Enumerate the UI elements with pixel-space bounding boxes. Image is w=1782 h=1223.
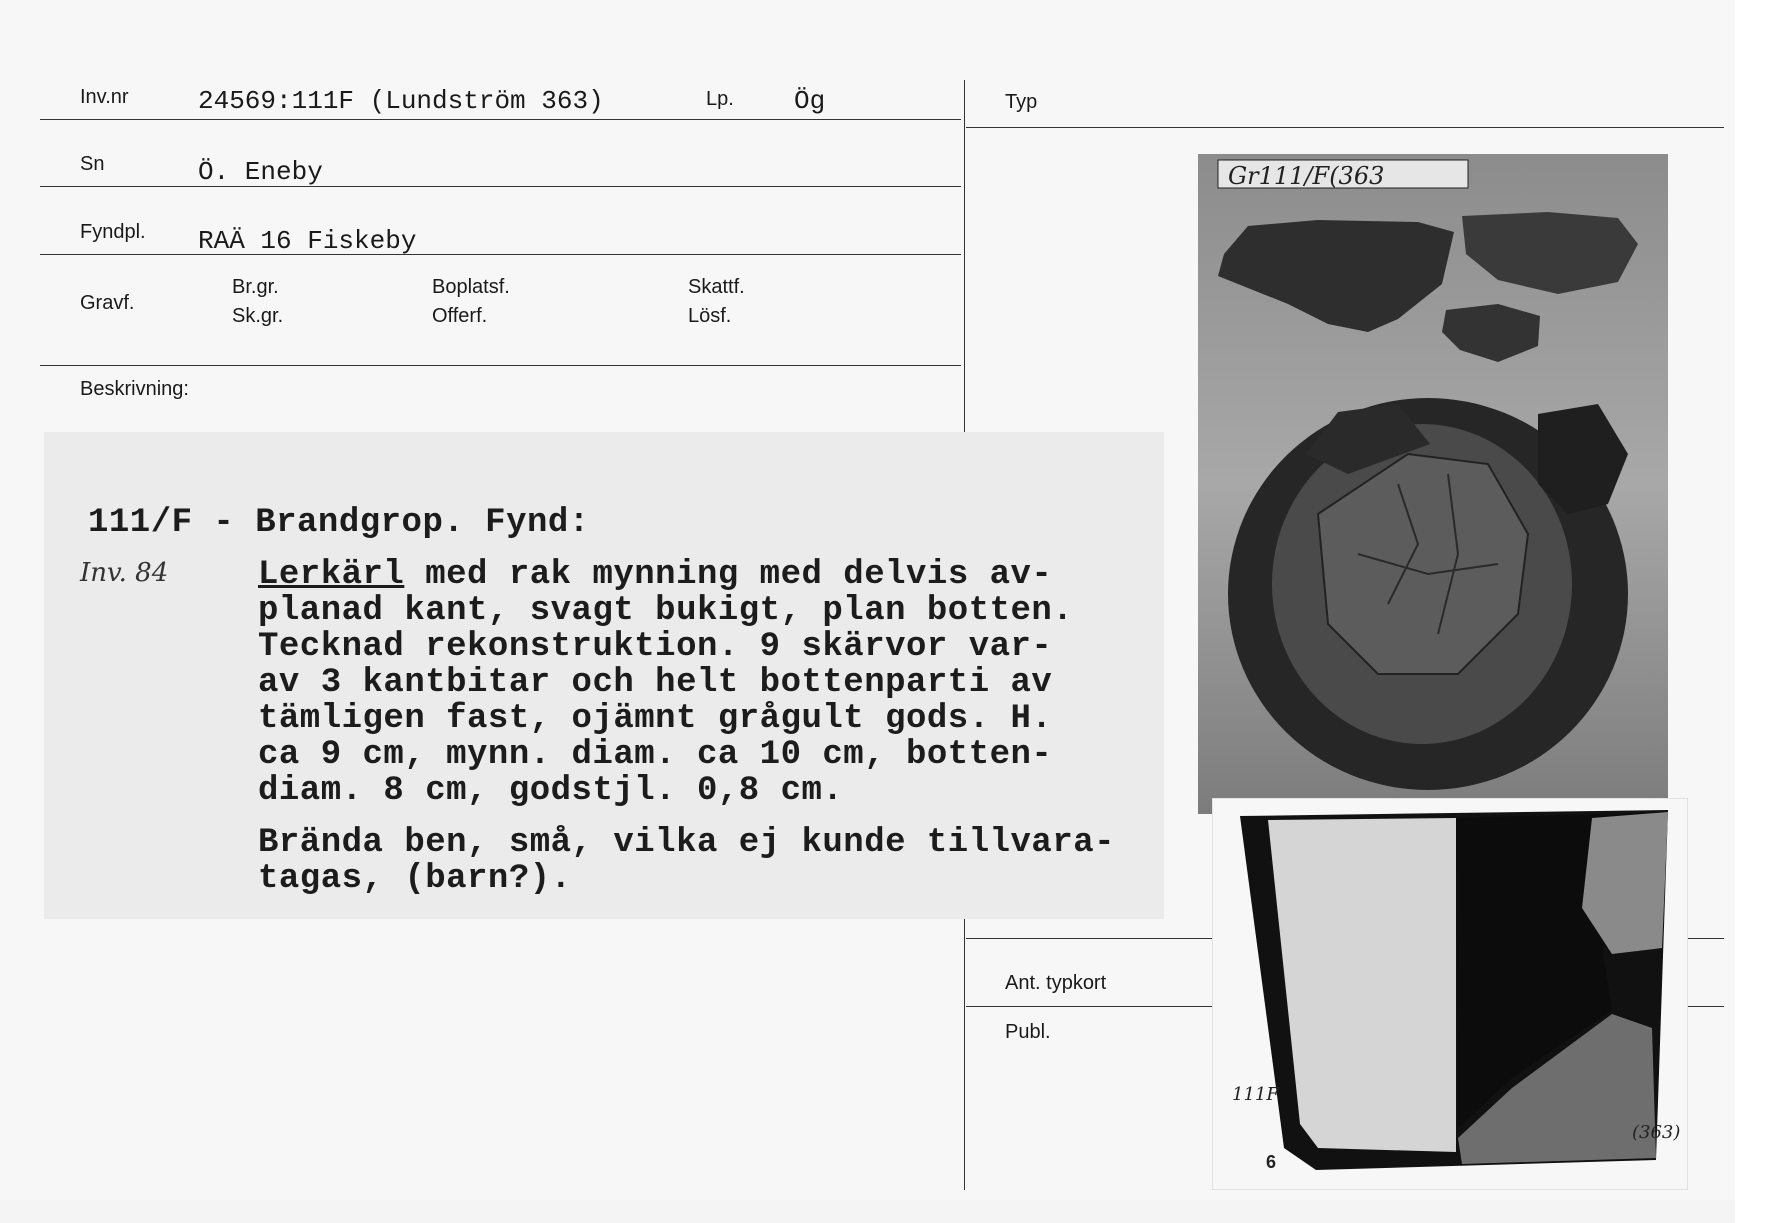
- skattf-label: Skattf.: [688, 276, 745, 298]
- sherds-photo-graphic: [1198, 154, 1668, 814]
- lp-label: Lp.: [706, 88, 734, 110]
- description-heading: 111/F - Brandgrop. Fynd:: [88, 504, 590, 542]
- brgr-label: Br.gr.: [232, 276, 279, 298]
- description-line-2: planad kant, svagt bukigt, plan botten.: [258, 592, 1074, 630]
- photo-caption: Gr111/F(363: [1228, 162, 1385, 190]
- beskrivning-label: Beskrivning:: [80, 378, 189, 400]
- rule-gravf: [40, 365, 961, 366]
- fyndpl-label: Fyndpl.: [80, 221, 146, 243]
- pot-section-graphic: [1212, 798, 1688, 1190]
- inv-label: Inv.nr: [80, 86, 129, 108]
- losf-label: Lösf.: [688, 305, 732, 327]
- publ-label: Publ.: [1005, 1021, 1051, 1043]
- sn-label: Sn: [80, 153, 105, 175]
- typ-label: Typ: [1005, 91, 1038, 113]
- description-line-6: ca 9 cm, mynn. diam. ca 10 cm, botten-: [258, 736, 1053, 774]
- description-line-4: av 3 kantbitar och helt bottenparti av: [258, 664, 1053, 702]
- fyndpl-value: RAÄ 16 Fiskeby: [198, 226, 417, 256]
- description-line-7: diam. 8 cm, godstjl. 0,8 cm.: [258, 772, 844, 810]
- offerf-label: Offerf.: [432, 305, 488, 327]
- gravf-label: Gravf.: [80, 292, 135, 314]
- drawing-number: 6: [1266, 1152, 1277, 1172]
- rule-inv: [40, 119, 961, 120]
- description-line-5: tämligen fast, ojämnt grågult gods. H.: [258, 700, 1053, 738]
- description-line-8: Brända ben, små, vilka ej kunde tillvara-: [258, 824, 1116, 862]
- drawing-label-right: (363): [1632, 1122, 1681, 1143]
- description-line-1-rest: med rak mynning med delvis av-: [404, 556, 1053, 594]
- ant-typkort-label: Ant. typkort: [1005, 972, 1107, 994]
- sn-value: Ö. Eneby: [198, 157, 323, 187]
- lp-value: Ög: [794, 86, 826, 116]
- margin-note: Inv. 84: [80, 558, 169, 588]
- reconstruction-drawing: [1212, 798, 1688, 1190]
- description-first-word: Lerkärl: [258, 556, 405, 594]
- skgr-label: Sk.gr.: [232, 305, 284, 327]
- description-line-1: [258, 556, 1052, 594]
- rule-sn: [40, 186, 961, 187]
- boplatsf-label: Boplatsf.: [432, 276, 510, 298]
- description-line-3: Tecknad rekonstruktion. 9 skärvor var-: [258, 628, 1053, 666]
- rule-typ: [966, 127, 1724, 128]
- sherds-photograph: [1198, 154, 1668, 814]
- scan-edge: [1735, 0, 1782, 1223]
- inv-value: 24569:111F (Lundström 363): [198, 86, 604, 116]
- rule-fyndpl: [40, 254, 961, 255]
- drawing-label-left: 111F: [1232, 1084, 1279, 1105]
- typed-description-slip: [44, 432, 1164, 919]
- description-line-9: tagas, (barn?).: [258, 860, 572, 898]
